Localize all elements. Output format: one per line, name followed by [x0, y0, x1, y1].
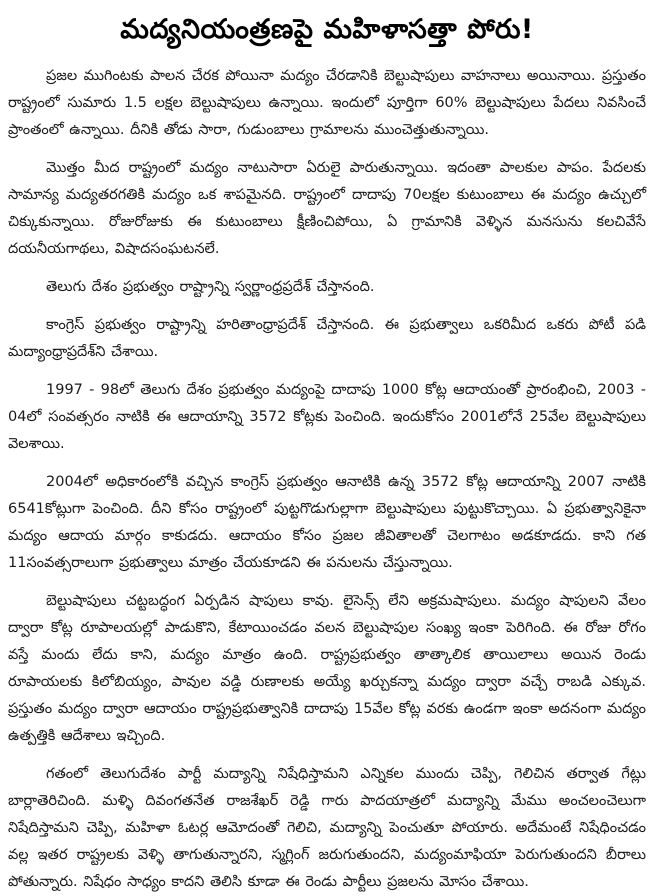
page-title: మద్యనియంత్రణపై మహిళాసత్తా పోరు!: [120, 14, 534, 45]
paragraph-4: కాంగ్రెస్ ప్రభుత్వం రాష్ట్రాన్ని హరితాంధ్రాప్రదేశ్ చేస్తానంది. ఈ ప్రభుత్వాలు ఒకరిమీద ఒకరు పోటీ పడి మద్యాంధ్రాప్రదేశ్‌ని చేశాయి.: [8, 317, 646, 361]
paragraph-2: మొత్తం మీద రాష్ట్రంలో మద్యం నాటుసారా ఏరులై పారుతున్నాయి. ఇదంతా పాలకుల పాపం. పేదలకు సామాన్య మద్యతరగతికి మద్యం ఒక శాపమైనది. రాష్ట్రంలో దాదాపు 70లక్షల కుటుంబాలు ఈ మద్యం ఉచ్చులో చిక్కుకున్నాయి. రోజురోజుకు ఈ కుటుంబాలు క్షీణించిపోయి, ఏ గ్రామానికి వెళ్ళిన మనసును కలచివేసే దయనీయగాథలు, విషాదసంఘటనలే.: [8, 160, 646, 258]
document-body: [8, 63, 646, 896]
paragraph-8: గతంలో తెలుగుదేశం పార్టీ మద్యాన్ని నిషేధిస్తామని ఎన్నికల ముందు చెప్పి, గెలిచిన తర్వాత గేట్లు బార్లాతెరిచింది. మళ్ళి దివంగతనేత రాజశేఖర్ రెడ్డి గారు పాదయాత్రలో మద్యాన్ని మేము అంచలంచెలుగా నిషేదిస్తామని చెప్పి, మహిళా ఓటర్ల ఆమోదంతో గెలిచి, మద్యాన్ని పెంచుతూ పోయారు. అదేమంటే నిషేధించడం వల్ల ఇతర రాష్ట్రలకు వెళ్ళి తాగుతున్నారని, స్మగ్లింగ్ జరుగుతుందని, మద్యంమాఫియా పెరుగుతుందని బీరాలు పోతున్నారు. నిషేధం సాధ్యం కాదని తెలిసి కూడా ఈ రెండు పార్టీలు ప్రజలను మోసం చేశాయి.: [8, 766, 646, 891]
paragraph-7: బెల్టుషాపులు చట్టబద్ధంగ ఏర్పడిన షాపులు కావు. లైసెన్స్ లేని అక్రమషాపులు. మద్యం షాపులని వేలం ద్వారా కోట్ల రూపాలయల్లో పాడుకొని, కేటాయించడం వలన బెల్టుషాపుల సంఖ్య ఇంకా పెరిగింది. ఈ రోజు రోగం వస్తే మందు లేదు కాని, మద్యం మాత్రం ఉంది. రాష్ట్రప్రభుత్వం తాత్కాలిక తాయిలాలు అయిన రెండు రూపాయలకు కిలోబియ్యం, పావుల వడ్డి రుణాలకు అయ్యే ఖర్చుకన్నా మద్యం ద్వారా వచ్చే రాబడి ఎక్కువ. ప్రస్తుతం మద్యం ద్వారా ఆదాయం రాష్ట్రప్రభుత్వానికి దాదాపు 15వేల కోట్ల వరకు ఉండగా ఇంకా అదనంగా మద్యం ఉత్పత్తికి ఆదేశాలు ఇచ్చింది.: [8, 593, 646, 745]
paragraph-3: తెలుగు దేశం ప్రభుత్వం రాష్ట్రాన్ని స్వర్ణాంధ్రప్రదేశ్ చేస్తానంది.: [46, 279, 375, 296]
paragraph-1: ప్రజల ముగింటకు పాలన చేరక పోయినా మద్యం చేరడానికి బెల్టుషాపులు వాహనాలు అయినాయి. ప్రస్తుతం రాష్ట్రంలో సుమారు 1.5 లక్షల బెల్టుషాపులు ఉన్నాయి. ఇందులో పూర్తిగా 60% బెల్టుషాపులు పేదలు నివసించే ప్రాంతంలో ఉన్నాయి. దీనికి తోడు సారా, గుడుంబాలు గ్రామాలను ముంచెత్తుతున్నాయి.: [8, 68, 646, 139]
paragraph-6: 2004లో అధికారంలోకి వచ్చిన కాంగ్రెస్ ప్రభుత్వం ఆనాటికి ఉన్న 3572 కోట్ల ఆదాయాన్ని 2007 నాటికి 6541కోట్లుగా పెంచింది. దీని కోసం రాష్ట్రంలో పుట్టగొడుగుల్లాగా బెల్టుషాపులు పుట్టుకొచ్చాయి. ఏ ప్రభుత్వానికైనా మద్యం ఆదాయ మార్గం కాకుడదు. ఆదాయం కోసం ప్రజల జీవితాలతో చెలగాటం అడకూడదు. కాని గత 11సంవత్సరాలుగా ప్రభుత్వాలు మాత్రం చేయకూడని ఈ పనులను చేస్తున్నాయి.: [8, 474, 646, 572]
paragraph-5: 1997 - 98లో తెలుగు దేశం ప్రభుత్వం మద్యంపై దాదాపు 1000 కోట్ల ఆదాయంతో ప్రారంభించి, 2003 - 04లో సంవత్సరం నాటికి ఈ ఆదాయాన్ని 3572 కోట్లకు పెంచింది. ఇందుకోసం 2001లోనే 25వేల బెల్టుషాపులు వెలశాయి.: [8, 382, 646, 453]
